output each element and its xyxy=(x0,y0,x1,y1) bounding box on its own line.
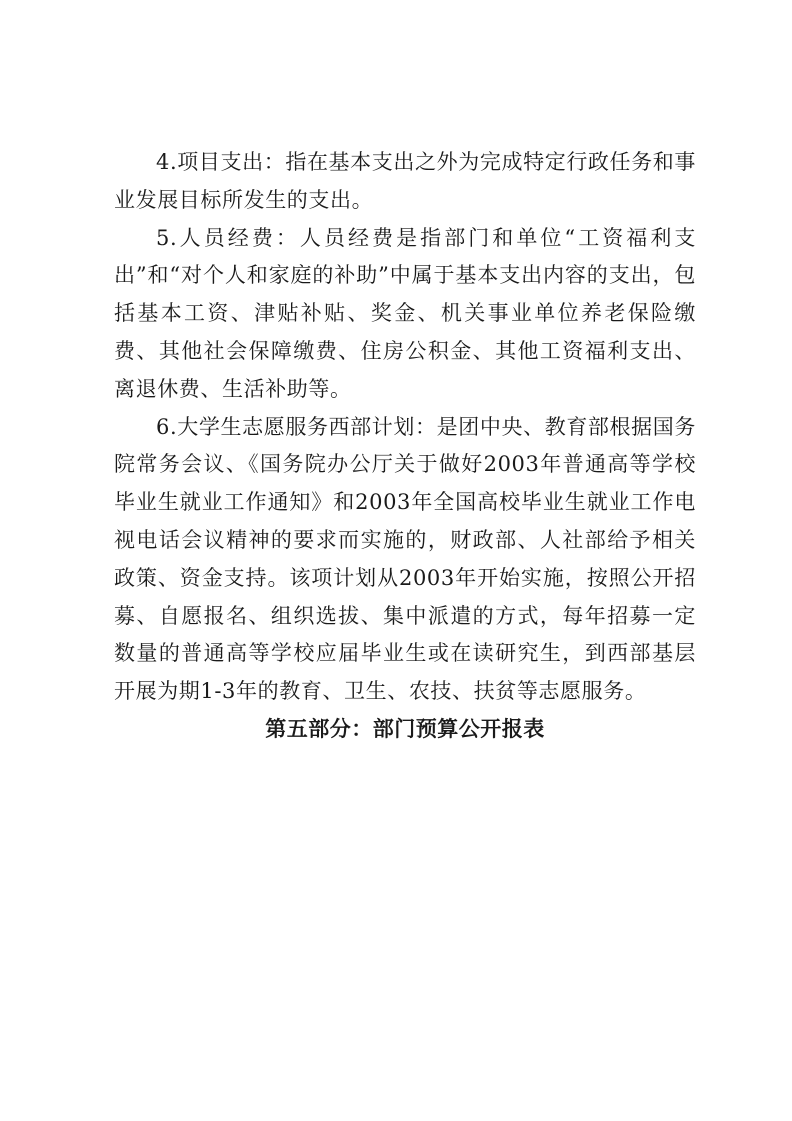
document-body xyxy=(114,144,696,749)
paragraph-western-volunteer-plan: 6.大学生志愿服务西部计划：是团中央、教育部根据国务院常务会议、《国务院办公厅关于做好2003年普通高等学校毕业生就业工作通知》和2003年全国高校毕业生就业工作电视电话会议精神的要求而实施的，财政部、人社部给予相关政策、资金支持。该项计划从2003年开始实施，按照公开招募、自愿报名、组织选拔、集中派遣的方式，每年招募一定数量的普通高等学校应届毕业生或在读研究生，到西部基层开展为期1-3年的教育、卫生、农技、扶贫等志愿服务。 xyxy=(114,414,696,704)
section-heading: 第五部分：部门预算公开报表 xyxy=(265,716,545,741)
paragraph-project-expenditure: 4.项目支出：指在基本支出之外为完成特定行政任务和事业发展目标所发生的支出。 xyxy=(114,150,696,212)
paragraph-personnel-expenses: 5.人员经费：人员经费是指部门和单位“工资福利支出”和“对个人和家庭的补助”中属于基本支出内容的支出，包括基本工资、津贴补贴、奖金、机关事业单位养老保险缴费、其他社会保障缴费、住房公积金、其他工资福利支出、离退休费、生活补助等。 xyxy=(114,225,696,401)
